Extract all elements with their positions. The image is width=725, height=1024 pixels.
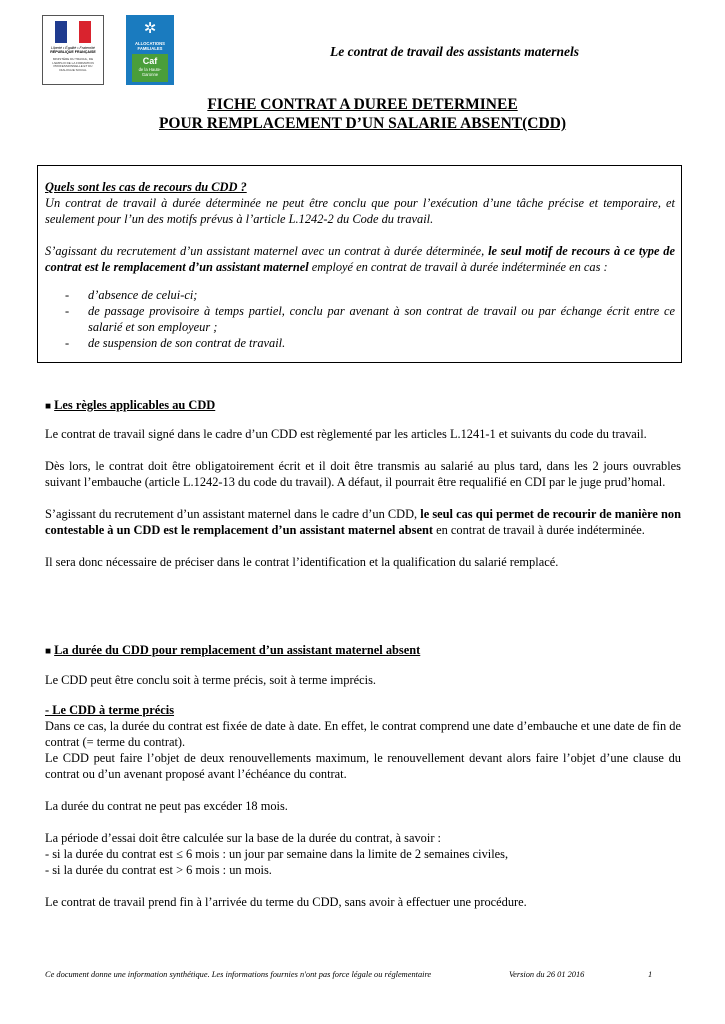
footer-note: Ce document donne une information synthétique. Les informations fournies n'ont pas force légale ou réglementaire <box>45 970 432 979</box>
section2-p1: Le CDD peut être conclu soit à terme précis, soit à terme imprécis. <box>45 673 376 687</box>
section2-p5-line1: La période d’essai doit être calculée sur la base de la durée du contrat, à savoir : <box>45 831 441 845</box>
recourse-content <box>45 179 675 275</box>
marianne-flag-icon <box>55 21 91 43</box>
page-number: 1 <box>648 970 653 979</box>
republic-label: RÉPUBLIQUE FRANÇAISE <box>50 50 96 54</box>
section1-p1: Le contrat de travail signé dans le cadre d’un CDD est règlementé par les articles L.1241-1 et suivants du code du travail. <box>45 427 647 441</box>
caf-allocations-label: ALLOCATIONS FAMILIALES <box>135 41 165 51</box>
caf-dept: de la Haute-Garonne <box>138 67 162 77</box>
section2-subheading: - Le CDD à terme précis <box>45 703 175 717</box>
republique-francaise-logo <box>42 15 104 85</box>
section2-p3: Le CDD peut faire l’objet de deux renouvellements maximum, le renouvellement devant alors faire l’objet d’une clause du contrat ou d’un avenant proposé avant l’échéance du contrat. <box>45 751 681 781</box>
section2-heading: ■ La durée du CDD pour remplacement d’un assistant maternel absent <box>45 643 421 657</box>
square-bullet-icon: ■ <box>45 646 52 657</box>
section2-p4: La durée du contrat ne peut pas excéder 18 mois. <box>45 799 288 813</box>
page-title-line1: FICHE CONTRAT A DUREE DETERMINEE <box>207 96 518 113</box>
list-item: - de passage provisoire à temps partiel, conclu par avenant à son contrat de travail ou par échange écrit entre ce salarié et son employeur ; <box>65 304 675 334</box>
page-title-line2: POUR REMPLACEMENT D’UN SALARIE ABSENT(CDD) <box>158 115 567 132</box>
recourse-p2: S’agissant du recrutement d’un assistant maternel avec un contrat à durée déterminée, le seul motif de recours à ce type de contrat est le remplacement d’un assistant maternel employé en contrat de travail à durée indéterminée en cas : <box>45 244 675 274</box>
section1-body <box>45 426 681 570</box>
document-header-title: Le contrat de travail des assistants maternels <box>330 44 580 59</box>
section2-p2: Dans ce cas, la durée du contrat est fixée de date à date. En effet, le contrat comprend une date d’embauche et une date de fin de contrat (= terme du contrat). <box>45 719 681 749</box>
section2-body <box>45 672 681 910</box>
recourse-question: Quels sont les cas de recours du CDD ? <box>45 180 247 194</box>
ministry-label: MINISTÈRE DU TRAVAIL, DE L'EMPLOI DE LA FORMATION PROFESSIONNELLE ET DU DIALOGUE SOCIAL <box>52 57 94 72</box>
recourse-p1: Un contrat de travail à durée déterminée ne peut être conclu que pour l’exécution d’une tâche précise et temporaire, et seulement pour l’un des motifs prévus à l’article L.1242-2 du Code du travail. <box>45 196 675 226</box>
footer-version: Version du 26 01 2016 <box>509 970 585 979</box>
square-bullet-icon: ■ <box>45 401 52 412</box>
list-item: - d’absence de celui-ci; <box>65 288 198 302</box>
recourse-p2-emphasis: le seul motif de recours à ce type de contrat est le remplacement d’un assistant maternel <box>45 244 675 274</box>
section2-p6: Le contrat de travail prend fin à l’arrivée du terme du CDD, sans avoir à effectuer une procédure. <box>45 895 527 909</box>
section1-p3: S’agissant du recrutement d’un assistant maternel dans le cadre d’un CDD, le seul cas qui permet de recourir de manière non contestable à un CDD est le remplacement d’un assistant maternel absent en contrat de travail à durée indéterminée. <box>45 507 681 537</box>
section1-heading: ■ Les règles applicables au CDD <box>45 398 216 412</box>
caf-symbol-icon: ✲ <box>143 19 157 37</box>
motto: Liberté • Égalité • Fraternité <box>51 46 95 50</box>
section1-p2: Dès lors, le contrat doit être obligatoirement écrit et il doit être transmis au salarié au plus tard, dans les 2 jours ouvrables suivant l’embauche (article L.1242-13 du code du travail). A défaut, il pourrait être requalifié en CDI par le juge prud’homal. <box>45 459 681 489</box>
section1-p3-emphasis: le seul cas qui permet de recourir de manière non contestable à un CDD est le remplacement d’un assistant maternel absent <box>45 507 681 537</box>
section2-p5-line3: - si la durée du contrat est > 6 mois : un mois. <box>45 863 272 877</box>
recourse-list <box>45 287 675 351</box>
caf-logo <box>126 15 174 85</box>
section1-p4: Il sera donc nécessaire de préciser dans le contrat l’identification et la qualification du salarié remplacé. <box>45 555 559 569</box>
list-item: - de suspension de son contrat de travail. <box>65 336 286 350</box>
section2-p5-line2: - si la durée du contrat est ≤ 6 mois : un jour par semaine dans la limite de 2 semaines civiles, <box>45 847 509 861</box>
caf-name: Caf <box>142 56 158 66</box>
